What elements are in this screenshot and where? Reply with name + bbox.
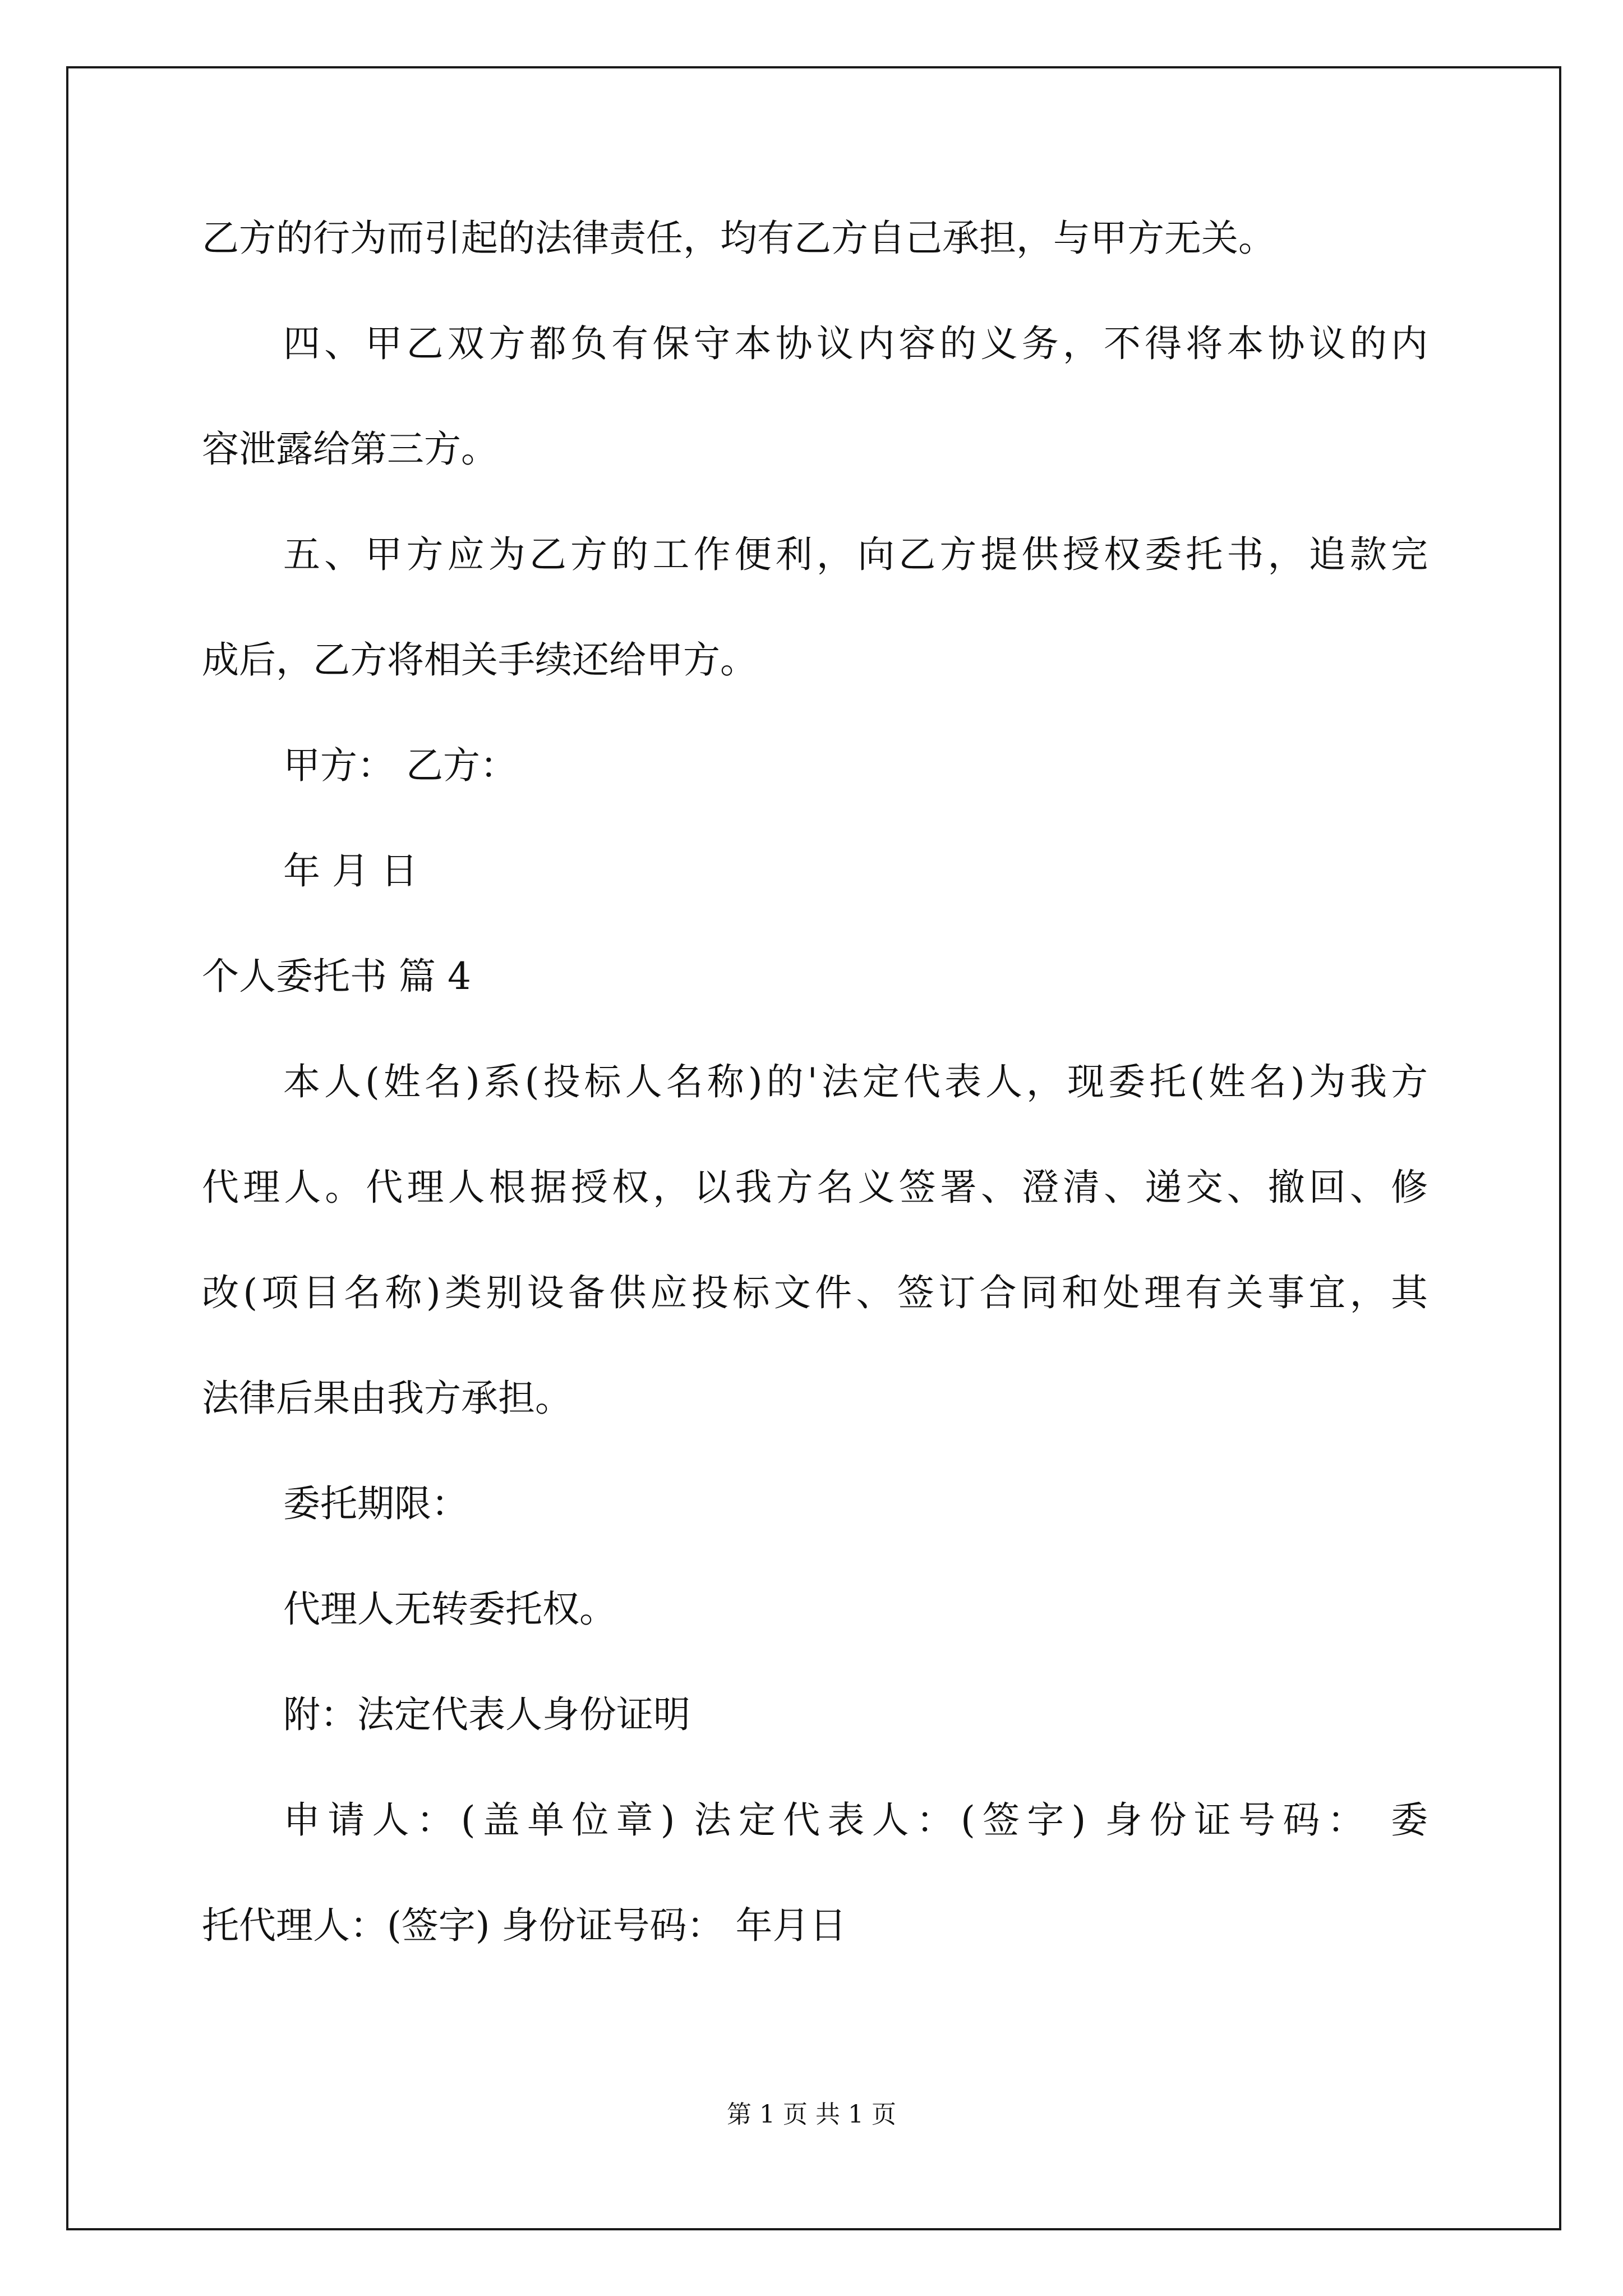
clause-five-line-2: 成后，乙方将相关手续还给甲方。 xyxy=(202,638,757,682)
body-line-1: 乙方的行为而引起的法律责任，均有乙方自己承担，与甲方无关。 xyxy=(202,217,1275,260)
signature-parties: 甲方： 乙方： xyxy=(283,744,517,787)
entrustment-period: 委托期限： xyxy=(283,1482,468,1525)
authorization-line-3: 改(项目名称)类别设备供应投标文件、签订合同和处理有关事宜，其 xyxy=(202,1271,1428,1314)
authorization-line-1: 本人(姓名)系(投标人名称)的'法定代表人，现委托(姓名)为我方 xyxy=(283,1060,1428,1103)
page-number-footer: 第 1 页 共 1 页 xyxy=(727,2100,896,2129)
signatures-line-2: 托代理人：(签字) 身份证号码： 年月日 xyxy=(202,1904,847,1947)
section-heading: 个人委托书 篇 4 xyxy=(202,955,471,998)
clause-five-line-1: 五、甲方应为乙方的工作便利，向乙方提供授权委托书，追款完 xyxy=(283,533,1428,576)
authorization-line-4: 法律后果由我方承担。 xyxy=(202,1377,572,1420)
no-sub-delegation: 代理人无转委托权。 xyxy=(283,1588,616,1631)
signatures-line-1: 申请人：(盖单位章) 法定代表人：(签字) 身份证号码： 委 xyxy=(283,1798,1428,1842)
authorization-line-2: 代理人。代理人根据授权，以我方名义签署、澄清、递交、撤回、修 xyxy=(202,1166,1428,1209)
clause-four-line-2: 容泄露给第三方。 xyxy=(202,427,498,471)
clause-four-line-1: 四、甲乙双方都负有保守本协议内容的义务，不得将本协议的内 xyxy=(283,322,1428,365)
signature-date: 年 月 日 xyxy=(283,849,418,892)
attachment-note: 附：法定代表人身份证明 xyxy=(283,1693,690,1736)
